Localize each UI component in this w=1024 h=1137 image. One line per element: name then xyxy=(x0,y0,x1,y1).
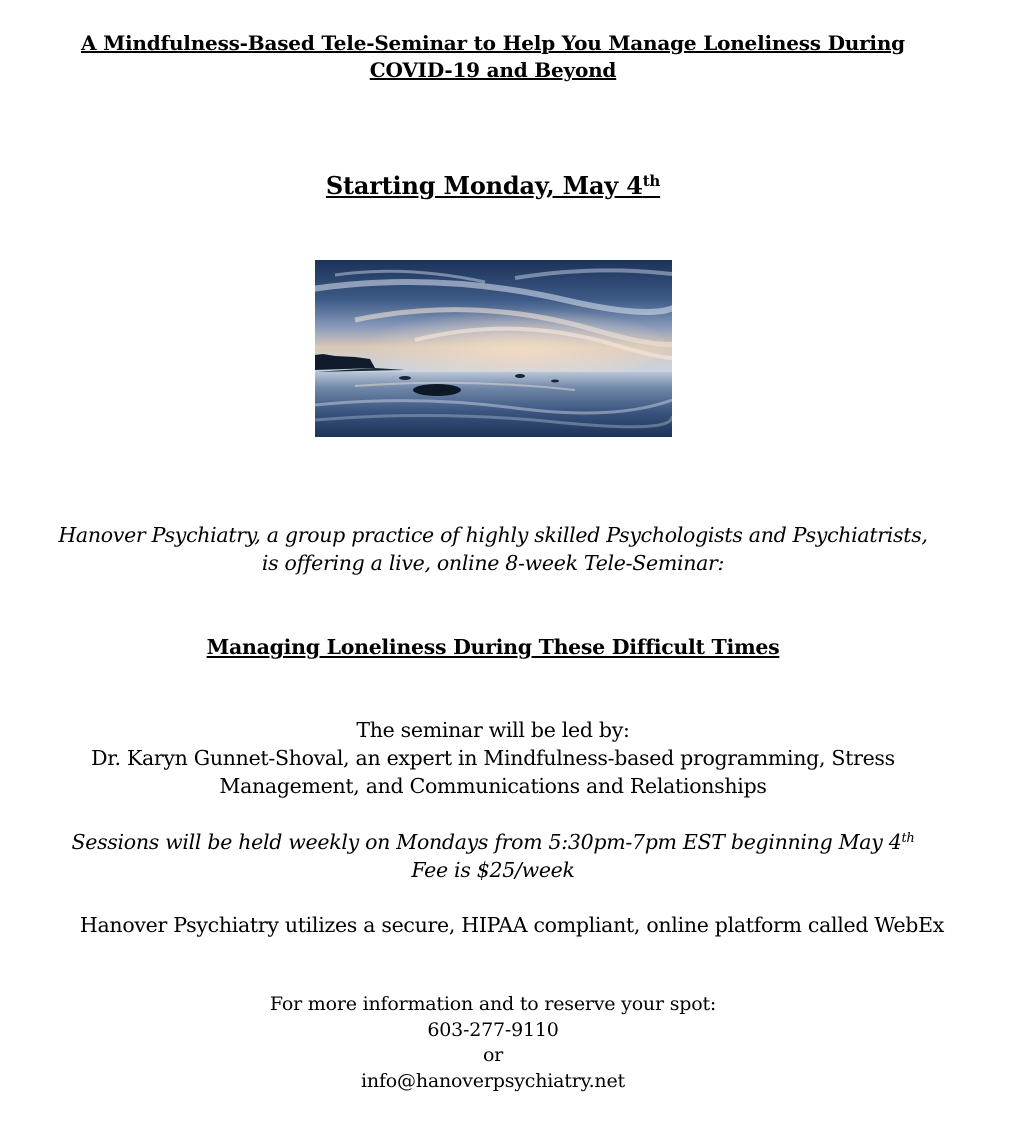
contact-phone: 603-277-9110 xyxy=(427,1018,559,1041)
intro-line-2: is offering a live, online 8-week Tele-Seminar: xyxy=(261,551,725,575)
leader-line-1: The seminar will be led by: xyxy=(356,718,630,742)
sessions-schedule-text: Sessions will be held weekly on Mondays from 5:30pm-7pm EST beginning May 4 xyxy=(71,830,902,854)
leader-line-2: Dr. Karyn Gunnet-Shoval, an expert in Mindfulness-based programming, Stress xyxy=(91,746,895,770)
start-date-text: Starting Monday, May 4 xyxy=(325,171,643,200)
sessions-date-suffix: th xyxy=(901,831,915,846)
leader-paragraph xyxy=(0,716,986,800)
intro-line-1: Hanover Psychiatry, a group practice of highly skilled Psychologists and Psychiatrists, xyxy=(58,523,928,547)
platform-paragraph: Hanover Psychiatry utilizes a secure, HIPAA compliant, online platform called WebEx xyxy=(79,913,945,937)
title-line-2: COVID-19 and Beyond xyxy=(369,58,617,82)
document-title xyxy=(0,30,986,84)
leader-line-3: Management, and Communications and Relationships xyxy=(219,774,767,798)
contact-intro: For more information and to reserve your spot: xyxy=(269,993,717,1015)
sessions-line-1 xyxy=(0,828,986,856)
contact-block xyxy=(0,992,986,1094)
seascape-sunset-image xyxy=(315,260,672,437)
fee-line: Fee is $25/week xyxy=(411,858,575,882)
contact-or: or xyxy=(482,1044,504,1066)
start-date-suffix: th xyxy=(642,172,661,190)
title-line-1: A Mindfulness-Based Tele-Seminar to Help You Manage Loneliness During xyxy=(81,31,905,55)
contact-email: info@hanoverpsychiatry.net xyxy=(361,1069,625,1092)
intro-paragraph xyxy=(0,521,986,577)
sessions-paragraph xyxy=(0,828,986,884)
start-date-heading xyxy=(0,170,986,202)
seminar-name-heading: Managing Loneliness During These Difficult Times xyxy=(206,635,780,659)
